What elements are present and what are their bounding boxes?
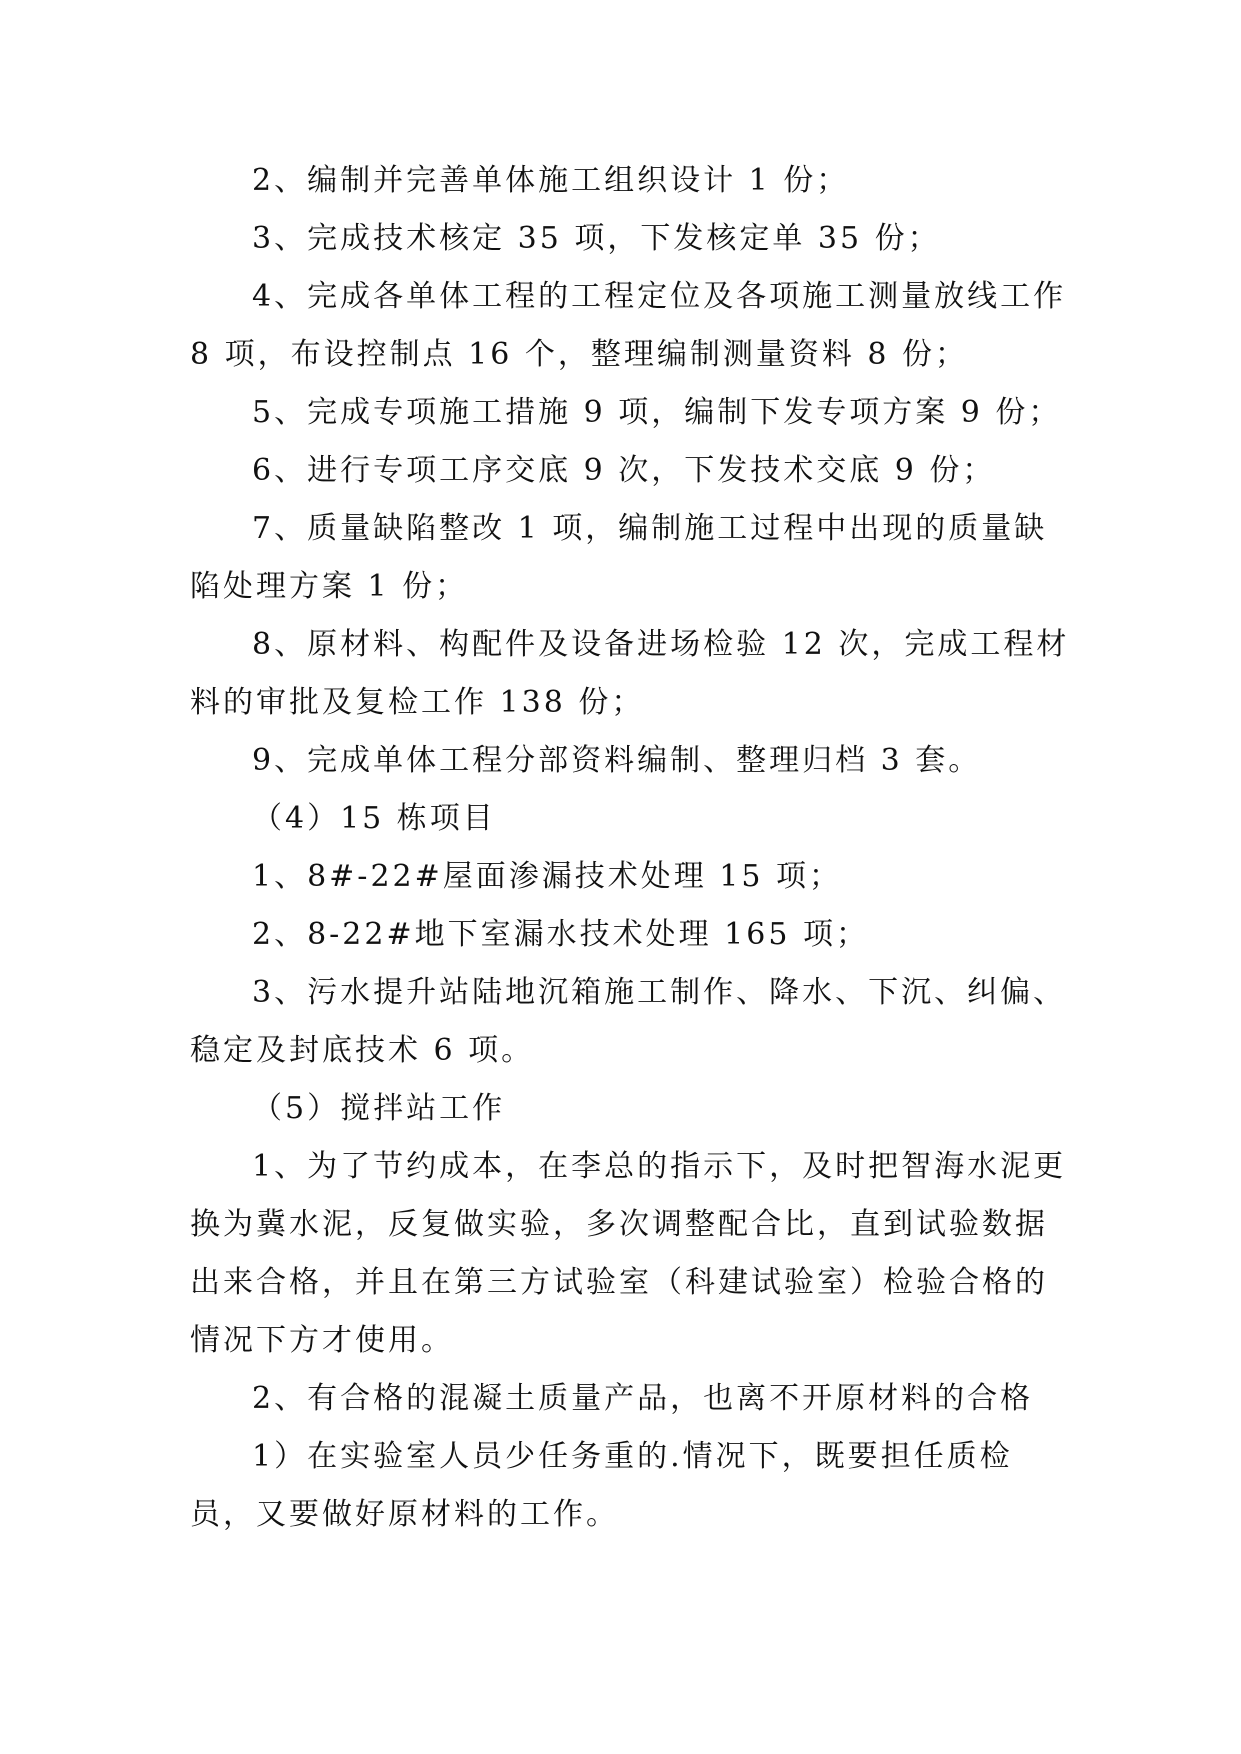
paragraph-item-materials: 2、有合格的混凝土质量产品，也离不开原材料的合格	[252, 1381, 1034, 1416]
section-heading-15-buildings: （4）15 栋项目	[252, 801, 496, 836]
paragraph-item-2: 2、编制并完善单体施工组织设计 1 份；	[252, 163, 850, 198]
section-heading-mixing-station: （5）搅拌站工作	[252, 1091, 506, 1126]
document-body	[190, 152, 1070, 1544]
paragraph-item-cement: 1、为了节约成本，在李总的指示下，及时把智海水泥更换为冀水泥，反复做实验，多次调整配合比，直到试验数据出来合格，并且在第三方试验室（科建试验室）检验合格的情况下方才使用。	[190, 1149, 1067, 1358]
paragraph-item-caisson: 3、污水提升站陆地沉箱施工制作、降水、下沉、纠偏、稳定及封底技术 6 项。	[190, 975, 1067, 1068]
paragraph-item-3: 3、完成技术核定 35 项，下发核定单 35 份；	[252, 221, 941, 256]
paragraph-item-9: 9、完成单体工程分部资料编制、整理归档 3 套。	[252, 743, 982, 778]
paragraph-item-basement-leak: 2、8-22#地下室漏水技术处理 165 项；	[252, 917, 869, 952]
paragraph-item-4: 4、完成各单体工程的工程定位及各项施工测量放线工作 8 项，布设控制点 16 个，整理编制测量资料 8 份；	[190, 279, 1067, 372]
paragraph-item-8: 8、原材料、构配件及设备进场检验 12 次，完成工程材料的审批及复检工作 138 份；	[190, 627, 1070, 720]
paragraph-item-roof-leak: 1、8#-22#屋面渗漏技术处理 15 项；	[252, 859, 843, 894]
paragraph-item-lab-staff: 1）在实验室人员少任务重的.情况下，既要担任质检员，又要做好原材料的工作。	[190, 1439, 1013, 1532]
paragraph-item-7: 7、质量缺陷整改 1 项，编制施工过程中出现的质量缺陷处理方案 1 份；	[190, 511, 1048, 604]
paragraph-item-6: 6、进行专项工序交底 9 次，下发技术交底 9 份；	[252, 453, 996, 488]
paragraph-item-5: 5、完成专项施工措施 9 项，编制下发专项方案 9 份；	[252, 395, 1062, 430]
